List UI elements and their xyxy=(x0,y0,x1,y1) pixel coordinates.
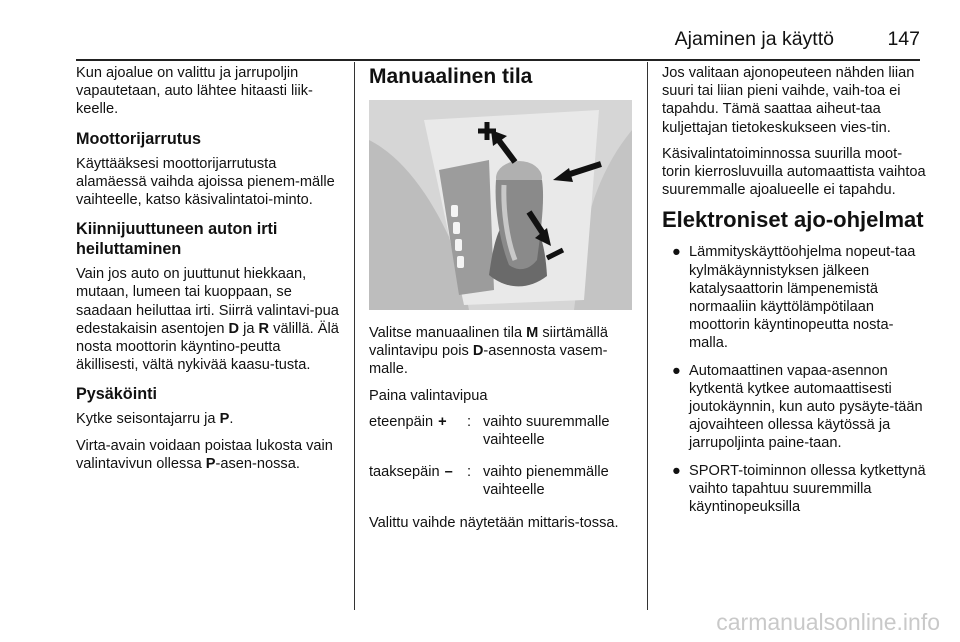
list-item: ● Lämmityskäyttöohjelma nopeut-taa kylmäkäynnistyksen jälkeen katalysaattorin lämpenemistä normaaliin käyttölämpötilaan moottorin käyntinopeutta nosta-malla. xyxy=(672,244,916,352)
shift-definition-list xyxy=(369,413,633,500)
key-r: R xyxy=(258,320,270,337)
column-middle xyxy=(369,64,633,540)
manual-mode-paragraph: Valitse manuaalinen tila M siirtämällä valintavipu pois D-asennosta vasem-malle. xyxy=(369,325,609,378)
gear-lever-illustration xyxy=(369,100,632,310)
definition-colon: : xyxy=(467,464,472,481)
definition-term: eteenpäin xyxy=(369,413,434,430)
definition-text: vaihto pienemmälle vaihteelle xyxy=(483,464,609,499)
high-rpm-paragraph: Käsivalintatoiminnossa suurilla moot-torin kierrosluvuilla automaattista vaihtoa suuremmalle ajoalueelle ei tapahdu. xyxy=(662,145,926,199)
definition-term: taaksepäin xyxy=(369,464,440,481)
key-m: M xyxy=(526,325,539,341)
engine-brake-heading: Moottorijarrutus xyxy=(76,129,201,148)
press-lever-paragraph: Paina valintavipua xyxy=(369,387,488,404)
parking-heading: Pysäköinti xyxy=(76,385,157,404)
intro-paragraph: Kun ajoalue on valittu ja jarrupoljin vapautetaan, auto lähtee hitaasti liik-keelle. xyxy=(76,65,313,118)
bullet-icon: ● xyxy=(672,462,681,479)
electronic-programs-heading: Elektroniset ajo-ohjelmat xyxy=(662,207,924,233)
program-bullet-list xyxy=(662,243,926,516)
key-d: D xyxy=(228,320,240,337)
stuck-vehicle-heading: Kiinnijuuttuneen auton irti heiluttaminen xyxy=(76,220,278,259)
manual-mode-heading: Manuaalinen tila xyxy=(369,65,533,88)
column-divider-2 xyxy=(647,62,648,610)
key-p: P xyxy=(219,411,230,428)
list-item: ● SPORT-toiminnon ollessa kytkettynä vaihto tapahtuu suuremmilla käyntinopeuksilla xyxy=(672,462,926,516)
column-left xyxy=(76,64,340,481)
definition-text: vaihto suuremmalle vaihteelle xyxy=(483,413,610,449)
page-number: 147 xyxy=(887,28,920,50)
column-right xyxy=(662,64,926,525)
plus-icon: + xyxy=(438,413,447,430)
definition-colon: : xyxy=(467,413,472,430)
key-d: D xyxy=(472,343,484,360)
watermark: carmanualsonline.info xyxy=(716,609,940,635)
minus-icon: – xyxy=(444,464,453,481)
parking-paragraph-1: Kytke seisontajarru ja P. xyxy=(76,411,234,428)
definition-row xyxy=(369,463,633,499)
header-rule xyxy=(76,59,920,61)
column-divider-1 xyxy=(354,62,355,610)
bullet-icon: ● xyxy=(672,362,681,379)
running-title: Ajaminen ja käyttö xyxy=(674,28,834,50)
gear-display-paragraph: Valittu vaihde näytetään mittaris-tossa. xyxy=(369,514,619,531)
engine-brake-paragraph: Käyttääksesi moottorijarrutusta alamäessä vaihda ajoissa pienem-mälle vaihteelle, katso käsivalintatoi-minto. xyxy=(76,155,335,209)
bullet-icon: ● xyxy=(672,244,681,261)
list-item: ● Automaattinen vapaa-asennon kytkentä kytkee automaattisesti joutokäynnin, kun auto pysäyte-tään ajovaihteen ollessa käytössä ja jarrupoljinta paine-taan. xyxy=(672,362,923,452)
definition-row xyxy=(369,413,633,449)
stuck-vehicle-paragraph: Vain jos auto on juuttunut hiekkaan, mutaan, lumeen tai kuoppaan, se saadaan heiluttaa irti. Siirrä valintavi-pua edestakaisin asentojen D ja R välillä. Älä nosta moottorin käyntino-peutta äkillisesti, vältä nykivää kaasu-tusta. xyxy=(76,266,339,374)
page-header xyxy=(76,24,920,54)
gear-choice-paragraph: Jos valitaan ajonopeuteen nähden liian suuri tai liian pieni vaihde, vaih-toa ei tapahdu. Tämä saattaa aiheut-taa kuljettajan tietokeskukseen vies-tin. xyxy=(662,65,915,136)
key-p: P xyxy=(205,455,216,472)
parking-paragraph-2: Virta-avain voidaan poistaa lukosta vain valintavivun ollessa P-asen-nossa. xyxy=(76,437,333,472)
